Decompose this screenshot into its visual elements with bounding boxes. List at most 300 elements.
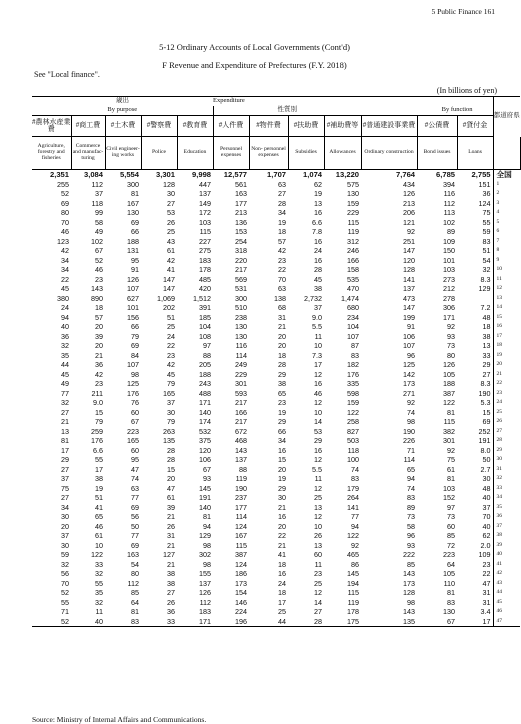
table-cell: 126 [199, 588, 212, 597]
col-en-prefecture-blank [493, 137, 520, 170]
table-row [32, 427, 520, 437]
table-cell: 100 [347, 455, 360, 464]
table-cell: 89 [407, 502, 416, 512]
table-cell: 30 [167, 407, 175, 417]
table-cell: 229 [235, 369, 248, 379]
table-cell: 173 [403, 379, 416, 388]
table-cell: 196 [213, 617, 249, 627]
table-cell: 24 [278, 578, 287, 588]
prefecture-code: 18 [493, 341, 520, 351]
table-cell: 81 [203, 512, 212, 521]
table-cell: 191 [199, 493, 212, 502]
table-cell: 48 [482, 312, 491, 322]
table-cell: 251 [403, 236, 416, 246]
table-row [32, 598, 520, 608]
table-cell: 22 [278, 265, 287, 274]
table-cell: 485 [199, 274, 212, 284]
table-cell: 53 [314, 426, 323, 436]
table-cell: 300 [127, 179, 139, 189]
table-cell: 382 [443, 426, 456, 436]
table-cell: 92 [407, 227, 416, 236]
table-cell: 85 [407, 559, 416, 569]
table-cell: 92 [351, 540, 360, 550]
table-cell: 10 [314, 341, 323, 350]
table-cell: 14 [314, 597, 323, 607]
table-cell: 24 [314, 246, 323, 255]
table-cell: 91 [407, 322, 416, 331]
table-cell: 183 [199, 607, 212, 616]
table-row [32, 541, 520, 551]
table-cell: 190 [403, 426, 416, 436]
table-cell: 561 [235, 179, 248, 189]
prefecture-code: 38 [493, 531, 520, 541]
table-cell: 52 [95, 255, 103, 265]
table-cell: 2,351 [49, 170, 69, 179]
table-cell: 74 [407, 407, 416, 417]
table-cell: 56 [61, 569, 69, 578]
table-title: 5-12 Ordinary Accounts of Local Governments (Cont'd) [159, 42, 350, 52]
table-cell: 202 [163, 303, 175, 312]
table-cell: 128 [403, 265, 416, 274]
table-cell: 125 [403, 360, 416, 369]
table-cell: 35 [95, 588, 103, 597]
table-cell: 49 [95, 227, 103, 236]
table-cell: 30 [61, 540, 69, 550]
table-cell: 27 [61, 464, 69, 474]
prefecture-code: 8 [493, 246, 520, 256]
table-cell: 101 [127, 303, 139, 312]
table-cell: 143 [403, 569, 416, 578]
table-cell: 55 [61, 597, 69, 607]
table-cell: 67 [95, 246, 103, 255]
table-cell: 77 [61, 388, 69, 398]
table-cell: 143 [403, 607, 416, 616]
table-cell: 1,512 [193, 293, 212, 303]
table-cell: 33 [482, 350, 491, 360]
table-cell: 2.7 [480, 464, 491, 474]
table-cell: 23 [314, 569, 323, 578]
table-row [32, 484, 520, 494]
col-en-nonpersonnel: Non- personnel expenses [249, 137, 288, 170]
prefecture-code: 15 [493, 313, 520, 323]
table-cell: 52 [61, 189, 69, 198]
table-cell: 37 [167, 398, 175, 407]
table-cell: 73 [447, 512, 456, 521]
table-cell: 36 [482, 189, 491, 198]
table-cell: 70 [61, 217, 69, 227]
table-cell: 5.3 [480, 398, 491, 407]
table-cell: 116 [235, 341, 248, 350]
table-cell: 10 [314, 407, 323, 417]
table-cell: 22 [61, 274, 69, 284]
table-cell: 52 [32, 617, 71, 627]
table-cell: 79 [167, 417, 175, 426]
col-jp-subsidies: #扶助費 [288, 116, 324, 137]
table-cell: 114 [403, 455, 416, 464]
table-cell: 36 [167, 607, 175, 616]
table-cell: 12 [314, 369, 323, 379]
table-cell: 21 [278, 502, 287, 512]
table-cell: 94 [407, 474, 416, 483]
table-cell: 94 [61, 312, 69, 322]
table-cell: 222 [403, 550, 416, 559]
table-cell: 66 [131, 227, 139, 236]
table-cell: 575 [347, 179, 360, 189]
prefecture-code: 43 [493, 579, 520, 589]
table-cell: 40 [482, 493, 491, 502]
table-cell: 5.5 [312, 464, 323, 474]
table-cell: 387 [235, 550, 248, 559]
table-cell: 20 [95, 341, 103, 350]
table-cell: 66 [278, 426, 287, 436]
table-cell: 124 [478, 198, 491, 208]
table-row [32, 465, 520, 475]
table-cell: 114 [235, 512, 248, 521]
table-cell: 81 [447, 588, 456, 597]
table-cell: 147 [403, 246, 416, 255]
table-cell: 74 [351, 464, 360, 474]
prefecture-code: 25 [493, 408, 520, 418]
table-cell: 13 [314, 502, 323, 512]
table-cell: 130 [127, 208, 139, 217]
table-cell: 199 [403, 312, 416, 322]
col-en-bonds: Bond issues [417, 137, 457, 170]
table-cell: 20 [95, 322, 103, 331]
table-cell: 185 [199, 312, 212, 322]
table-cell: 7.2 [480, 303, 491, 312]
table-cell: 2,755 [471, 170, 491, 179]
table-cell: 107 [347, 331, 360, 341]
table-cell: 8.0 [480, 445, 491, 455]
table-cell: 19 [278, 217, 287, 227]
table-cell: 25 [278, 607, 287, 616]
table-row [32, 503, 520, 513]
table-cell: 182 [347, 360, 360, 369]
table-cell: 27 [167, 198, 175, 208]
table-cell: 69 [61, 198, 69, 208]
table-cell: 19 [278, 407, 287, 417]
table-cell: 36 [61, 331, 69, 341]
prefecture-code: 46 [493, 607, 520, 617]
table-cell: 12 [314, 588, 323, 597]
table-cell: 98 [407, 597, 416, 607]
table-cell: 593 [235, 388, 248, 398]
table-cell: 71 [407, 445, 416, 455]
table-cell: 77 [131, 493, 139, 502]
table-cell: 15 [95, 407, 103, 417]
table-cell: 234 [347, 312, 360, 322]
table-cell: 123 [57, 236, 69, 246]
table-cell: 104 [347, 322, 360, 331]
table-cell: 77 [131, 531, 139, 540]
table-cell: 143 [235, 445, 248, 455]
table-cell: 93 [203, 474, 212, 483]
col-jp-bonds: #公債費 [417, 116, 457, 137]
table-cell: 34 [278, 208, 287, 217]
table-cell: 24 [167, 331, 175, 341]
col-en-loans: Loans [457, 137, 493, 170]
table-cell [457, 294, 493, 304]
table-cell: 47 [482, 578, 491, 588]
table-cell: 163 [235, 189, 248, 198]
table-cell: 28 [167, 455, 175, 464]
table-cell: 135 [361, 617, 417, 627]
table-cell: 28 [288, 617, 324, 627]
table-cell: 29 [61, 455, 69, 464]
prefecture-code: 3 [493, 199, 520, 209]
table-note: See "Local finance". [34, 70, 100, 79]
table-cell: 11 [314, 559, 323, 569]
prefecture-code: 24 [493, 398, 520, 408]
prefecture-code: 34 [493, 493, 520, 503]
table-row [32, 322, 520, 332]
table-cell: 57 [95, 312, 103, 322]
table-cell: 254 [235, 236, 248, 246]
table-cell: 153 [235, 227, 248, 236]
table-cell: 60 [314, 550, 323, 559]
table-cell: 107 [403, 341, 416, 350]
table-cell: 56 [131, 512, 139, 521]
table-row [32, 256, 520, 266]
table-cell: 137 [235, 455, 248, 464]
table-cell: 41 [278, 550, 287, 559]
table-cell: 14 [314, 417, 323, 426]
table-cell: 420 [199, 284, 212, 293]
table-cell: 126 [443, 360, 456, 369]
prefecture-code: 11 [493, 275, 520, 285]
table-cell: 159 [347, 398, 360, 407]
table-cell: 67 [131, 417, 139, 426]
header-sai-shutsu: 歳出 [32, 97, 213, 107]
table-cell: 44 [249, 617, 288, 627]
table-cell: 391 [199, 303, 212, 312]
table-cell: 95 [131, 255, 139, 265]
table-cell: 98 [407, 417, 416, 426]
table-cell: 21 [278, 322, 287, 331]
table-cell: 64 [447, 559, 456, 569]
table-cell: 23 [167, 350, 175, 360]
table-cell: 61 [167, 493, 175, 502]
table-cell: 27 [167, 588, 175, 597]
prefecture-code: 37 [493, 522, 520, 532]
table-cell: 154 [235, 588, 248, 597]
table-cell: 18 [482, 322, 491, 331]
prefecture-code: 26 [493, 417, 520, 427]
table-cell: 115 [443, 417, 456, 426]
table-cell: 229 [347, 208, 360, 217]
table-cell: 166 [235, 407, 248, 417]
table-cell: 106 [199, 455, 212, 464]
col-jp-construction: #普通建設事業費 [361, 116, 417, 137]
table-cell: 103 [443, 483, 456, 493]
table-cell: 9,998 [192, 170, 212, 179]
table-cell: 70 [61, 578, 69, 588]
table-cell: 80 [131, 569, 139, 578]
col-jp-education: #教育費 [177, 116, 213, 137]
table-cell: 275 [199, 246, 212, 255]
table-cell: 21 [167, 540, 175, 550]
prefecture-code: 17 [493, 332, 520, 342]
table-cell: 213 [235, 208, 248, 217]
table-cell: 49 [61, 379, 69, 388]
table-cell: 23 [95, 274, 103, 284]
table-cell: 20 [278, 341, 287, 350]
table-cell: 135 [163, 436, 175, 445]
table-cell: 122 [443, 398, 456, 407]
table-cell: 70 [278, 274, 287, 284]
table-cell: 109 [443, 236, 456, 246]
table-cell: 129 [199, 531, 212, 540]
table-cell: 29 [278, 483, 287, 493]
col-en-construction: Ordinary construction [361, 137, 417, 170]
table-cell: 108 [199, 331, 212, 341]
table-cell: 95 [131, 455, 139, 464]
table-cell: 40 [71, 617, 105, 627]
table-cell: 73 [407, 512, 416, 521]
table-cell: 28 [278, 360, 287, 369]
table-cell: 29 [482, 360, 491, 369]
table-cell: 13,220 [335, 170, 360, 179]
table-cell: 205 [199, 360, 212, 369]
table-cell: 217 [235, 417, 248, 426]
table-row [32, 389, 520, 399]
table-row [32, 341, 520, 351]
table-cell: 83 [447, 597, 456, 607]
table-cell: 112 [443, 198, 456, 208]
table-cell: 159 [347, 198, 360, 208]
table-cell: 146 [235, 597, 248, 607]
table-cell: 143 [91, 284, 103, 293]
table-cell: 11 [314, 474, 323, 483]
table-cell: 83 [351, 350, 360, 360]
table-cell: 120 [199, 445, 212, 455]
table-cell: 25 [167, 322, 175, 331]
table-cell: 827 [347, 426, 360, 436]
table-cell: 84 [131, 350, 139, 360]
table-cell: 110 [443, 578, 456, 588]
table-cell: 20 [278, 521, 287, 531]
table-cell: 31 [278, 312, 287, 322]
table-cell: 34 [278, 436, 287, 445]
table-cell: 67 [203, 464, 212, 474]
table-cell: 25 [314, 578, 323, 588]
table-cell: 7,764 [396, 170, 416, 179]
table-cell: 50 [482, 455, 491, 464]
prefecture-code: 4 [493, 208, 520, 218]
col-jp-civil: #土木費 [105, 116, 141, 137]
table-cell: 21 [278, 540, 287, 550]
prefecture-code: 28 [493, 436, 520, 446]
table-cell: 190 [235, 483, 248, 493]
table-cell: 55 [95, 578, 103, 588]
table-cell: 213 [403, 198, 416, 208]
table-cell: 23 [278, 398, 287, 407]
table-cell: 227 [199, 236, 212, 246]
prefecture-code: 35 [493, 503, 520, 513]
table-cell: 13 [314, 198, 323, 208]
table-cell: 1,069 [157, 293, 175, 303]
table-cell: 147 [163, 284, 175, 293]
table-cell: 264 [347, 493, 360, 502]
table-cell: 259 [91, 426, 103, 436]
table-cell: 165 [163, 388, 175, 398]
table-cell: 65 [95, 512, 103, 521]
table-cell: 20 [167, 474, 175, 483]
col-en-subsidies: Subsidies [288, 137, 324, 170]
table-cell: 503 [347, 436, 360, 445]
table-cell: 48 [482, 483, 491, 493]
table-cell: 178 [199, 265, 212, 274]
table-header [32, 97, 520, 170]
table-subtitle: F Revenue and Expenditure of Prefectures (F.Y. 2018) [162, 60, 347, 70]
table-cell: 12 [314, 455, 323, 464]
table-cell: 127 [163, 550, 175, 559]
table-row [32, 617, 520, 627]
table-cell: 126 [127, 274, 139, 284]
header-expenditure: Expenditure [213, 97, 493, 107]
col-jp-allowances: #補助費等 [324, 116, 361, 137]
table-row [32, 208, 520, 218]
prefecture-code: 41 [493, 560, 520, 570]
table-cell: 136 [235, 217, 248, 227]
table-cell: 1,474 [341, 293, 360, 303]
table-cell: 17 [457, 617, 493, 627]
table-cell: 68 [278, 303, 287, 312]
table-cell: 31 [482, 597, 491, 607]
table-cell: 119 [347, 597, 360, 607]
table-cell: 75 [447, 455, 456, 464]
source-note: Source: Ministry of Internal Affairs and Communications. [32, 715, 207, 724]
table-cell: 21 [95, 350, 103, 360]
table-cell: 55 [95, 455, 103, 464]
table-cell: 137 [199, 578, 212, 588]
table-cell: 62 [482, 531, 491, 540]
prefecture-code: 42 [493, 569, 520, 579]
table-cell: 183 [199, 255, 212, 265]
table-cell: 69 [131, 540, 139, 550]
table-row [32, 579, 520, 589]
table-cell: 6,785 [436, 170, 456, 179]
table-cell: 81 [447, 407, 456, 417]
table-cell: 46 [95, 521, 103, 531]
col-en-personnel: Personnel expenses [213, 137, 249, 170]
table-body [32, 170, 520, 627]
table-cell: 83 [407, 493, 416, 502]
table-cell: 13 [314, 540, 323, 550]
table-cell: 12 [314, 512, 323, 521]
table-cell: 271 [403, 388, 416, 398]
table-cell: 19 [95, 483, 103, 493]
col-jp-agriculture: #農林水産業費 [32, 116, 71, 137]
table-cell: 130 [235, 322, 248, 331]
table-row [32, 550, 520, 560]
page-header: 5 Public Finance 161 [431, 7, 495, 16]
table-cell: 226 [403, 436, 416, 445]
table-cell: 24 [61, 303, 69, 312]
prefecture-code: 10 [493, 265, 520, 275]
table-cell: 237 [235, 493, 248, 502]
col-jp-commerce: #商工費 [71, 116, 105, 137]
table-cell: 190 [478, 388, 491, 398]
table-cell: 115 [347, 588, 360, 597]
table-cell: 150 [443, 246, 456, 255]
table-cell: 306 [443, 303, 456, 312]
table-cell: 680 [347, 303, 360, 312]
table-row [32, 417, 520, 427]
table-cell: 246 [347, 246, 360, 255]
table-cell: 31 [482, 588, 491, 597]
table-cell: 50 [131, 521, 139, 531]
